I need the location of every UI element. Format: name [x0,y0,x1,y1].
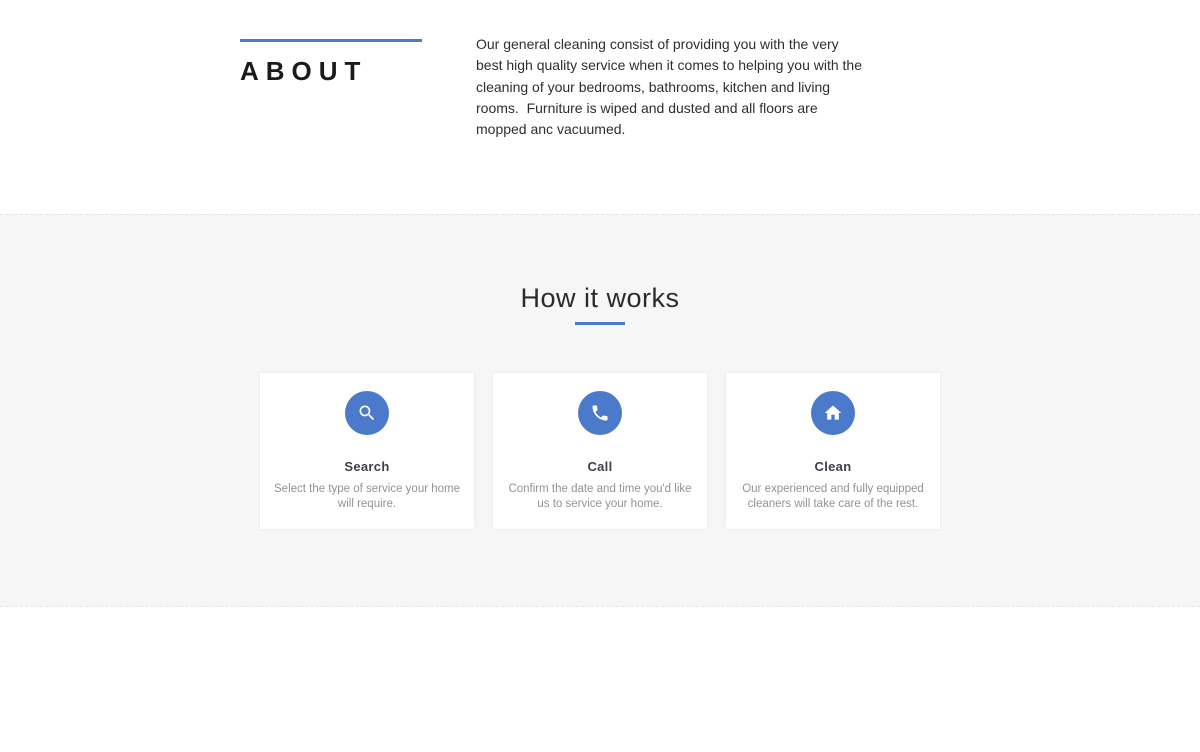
card-clean [726,373,940,529]
about-right-column [476,34,866,140]
home-icon [823,403,843,423]
how-it-works-heading: How it works [520,283,680,313]
bottom-whitespace [0,607,1200,752]
how-it-works-section [0,214,1200,607]
heading-underline [575,322,625,325]
card-title: Search [344,459,390,474]
phone-icon-circle [578,391,622,435]
home-icon-circle [811,391,855,435]
search-icon-circle [345,391,389,435]
steps-cards-row [0,373,1200,529]
about-heading: ABOUT [240,56,368,86]
card-title: Clean [814,459,852,474]
search-icon [357,403,377,423]
about-left-column [240,34,424,87]
about-paragraph: Our general cleaning consist of providing you with the very best high quality service when it comes to helping you with the cleaning of your bedrooms, bathrooms, kitchen and living rooms. Furniture is wiped and dusted and all floors are mopped anc vacuumed. [476,36,866,138]
card-description: Confirm the date and time you'd like us to service your home. [508,483,692,510]
card-call [493,373,707,529]
card-description: Select the type of service your home will require. [274,483,461,510]
about-section [0,0,1200,214]
about-container [240,34,960,140]
phone-icon [590,403,610,423]
accent-line [240,39,422,42]
card-description: Our experienced and fully equipped cleaners will take care of the rest. [742,483,924,510]
card-search [260,373,474,529]
card-title: Call [587,459,613,474]
